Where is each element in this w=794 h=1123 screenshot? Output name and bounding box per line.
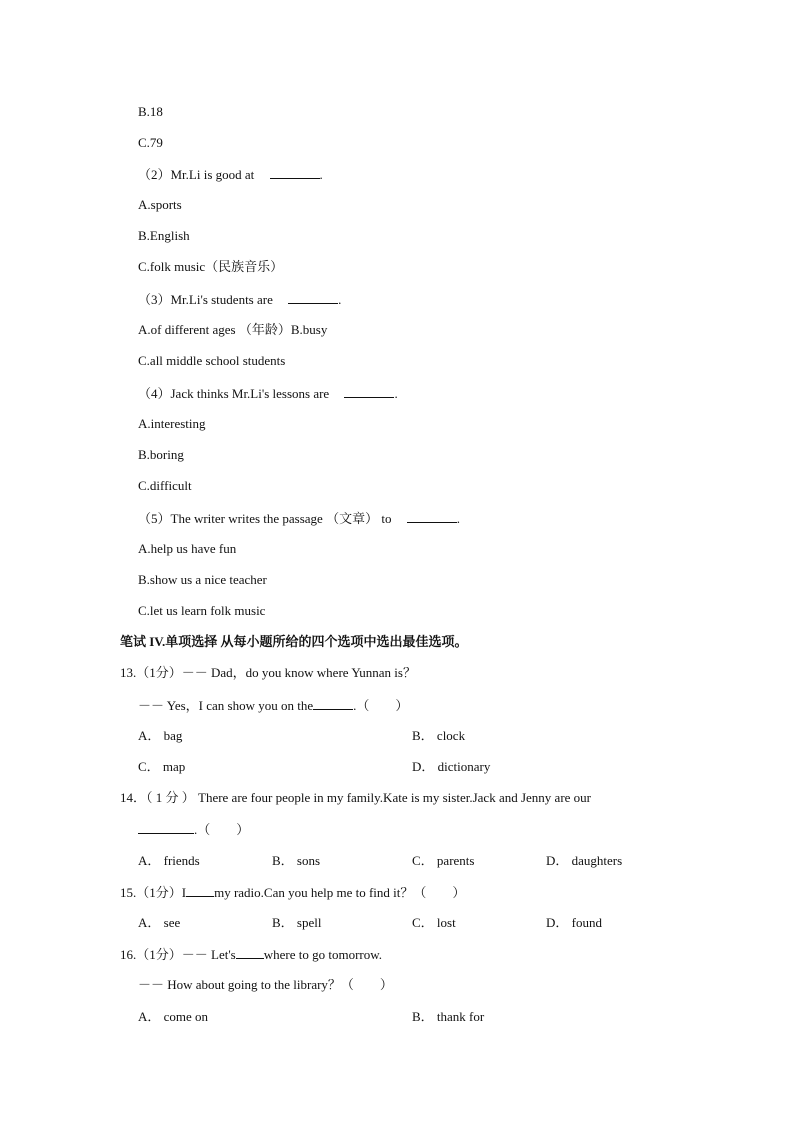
- q4-stem-text: （4）Jack thinks Mr.Li's lessons are: [138, 386, 330, 401]
- q14-stem: 14．（ 1 分 ） There are four people in my family.Kate is my sister.Jack and Jenny are our: [120, 790, 591, 805]
- q5-option-c: C.let us learn folk music: [138, 603, 266, 618]
- q2-stem: [138, 166, 323, 183]
- answer-blank: [186, 884, 214, 897]
- q5-stem-end: .: [456, 511, 460, 526]
- q15-option-c: C． lost: [412, 915, 456, 930]
- q13-stem: 13.（1分）－－ Dad，do you know where Yunnan is？: [120, 665, 416, 680]
- q13-reply: [138, 697, 408, 714]
- answer-blank: [407, 510, 457, 523]
- q3-option-c: C.all middle school students: [138, 353, 286, 368]
- q2-stem-end: .: [319, 167, 323, 182]
- q13-option-b: B． clock: [412, 728, 466, 743]
- q13-reply-end: .（ ）: [353, 698, 409, 713]
- q5-stem: [138, 510, 460, 527]
- q14-option-b: B． sons: [272, 853, 321, 868]
- q5-option-a: A.help us have fun: [138, 541, 237, 556]
- answer-blank: [288, 291, 338, 304]
- q1-option-c: C.79: [138, 135, 163, 150]
- q16-stem: [120, 946, 382, 963]
- q2-option-c: C.folk music（民族音乐）: [138, 259, 284, 274]
- q2-option-a: A.sports: [138, 197, 182, 212]
- answer-blank: [344, 385, 394, 398]
- q2-option-b: B.English: [138, 228, 190, 243]
- q14-option-c: C． parents: [412, 853, 475, 868]
- q15-option-d: D． found: [546, 915, 602, 930]
- q2-stem-text: （2）Mr.Li is good at: [138, 167, 255, 182]
- q3-stem: [138, 291, 341, 308]
- q15-stem-text: 15.（1分）I: [120, 885, 187, 900]
- q3-stem-end: .: [338, 292, 342, 307]
- answer-blank: [138, 821, 194, 834]
- q13-option-a: A． bag: [138, 728, 183, 743]
- q5-stem-text: （5）The writer writes the passage （文章） to: [138, 511, 392, 526]
- section-heading: 笔试 IV.单项选择 从每小题所给的四个选项中选出最佳选项。: [120, 634, 468, 649]
- q14-option-d: D． daughters: [546, 853, 623, 868]
- answer-blank: [270, 166, 320, 179]
- q4-option-c: C.difficult: [138, 478, 192, 493]
- q15-option-a: A． see: [138, 915, 181, 930]
- q4-option-a: A.interesting: [138, 416, 206, 431]
- q13-option-c: C． map: [138, 759, 186, 774]
- q14-option-a: A． friends: [138, 853, 200, 868]
- q5-option-b: B.show us a nice teacher: [138, 572, 267, 587]
- answer-blank: [236, 946, 264, 959]
- q13-reply-text: －－ Yes，I can show you on the: [138, 698, 314, 713]
- q4-option-b: B.boring: [138, 447, 184, 462]
- q4-stem-end: .: [394, 386, 398, 401]
- q14-stem-cont: [138, 821, 249, 838]
- q16-stem-end: where to go tomorrow.: [263, 947, 383, 962]
- q3-stem-text: （3）Mr.Li's students are: [138, 292, 273, 307]
- q14-stem-end: .（ ）: [194, 822, 250, 837]
- q15-option-b: B． spell: [272, 915, 322, 930]
- q16-option-b: B． thank for: [412, 1009, 485, 1024]
- q15-stem-end: my radio.Can you help me to find it？（ ）: [214, 885, 466, 900]
- q4-stem: [138, 385, 398, 402]
- q13-option-d: D． dictionary: [412, 759, 491, 774]
- q16-stem-text: 16.（1分）－－ Let's: [120, 947, 236, 962]
- q16-option-a: A． come on: [138, 1009, 209, 1024]
- q1-option-b: B.18: [138, 104, 163, 119]
- answer-blank: [313, 697, 353, 710]
- q3-option-a-b: A.of different ages （年龄）B.busy: [138, 322, 328, 337]
- q15-stem: [120, 884, 465, 901]
- q16-reply: －－ How about going to the library？（ ）: [138, 977, 393, 992]
